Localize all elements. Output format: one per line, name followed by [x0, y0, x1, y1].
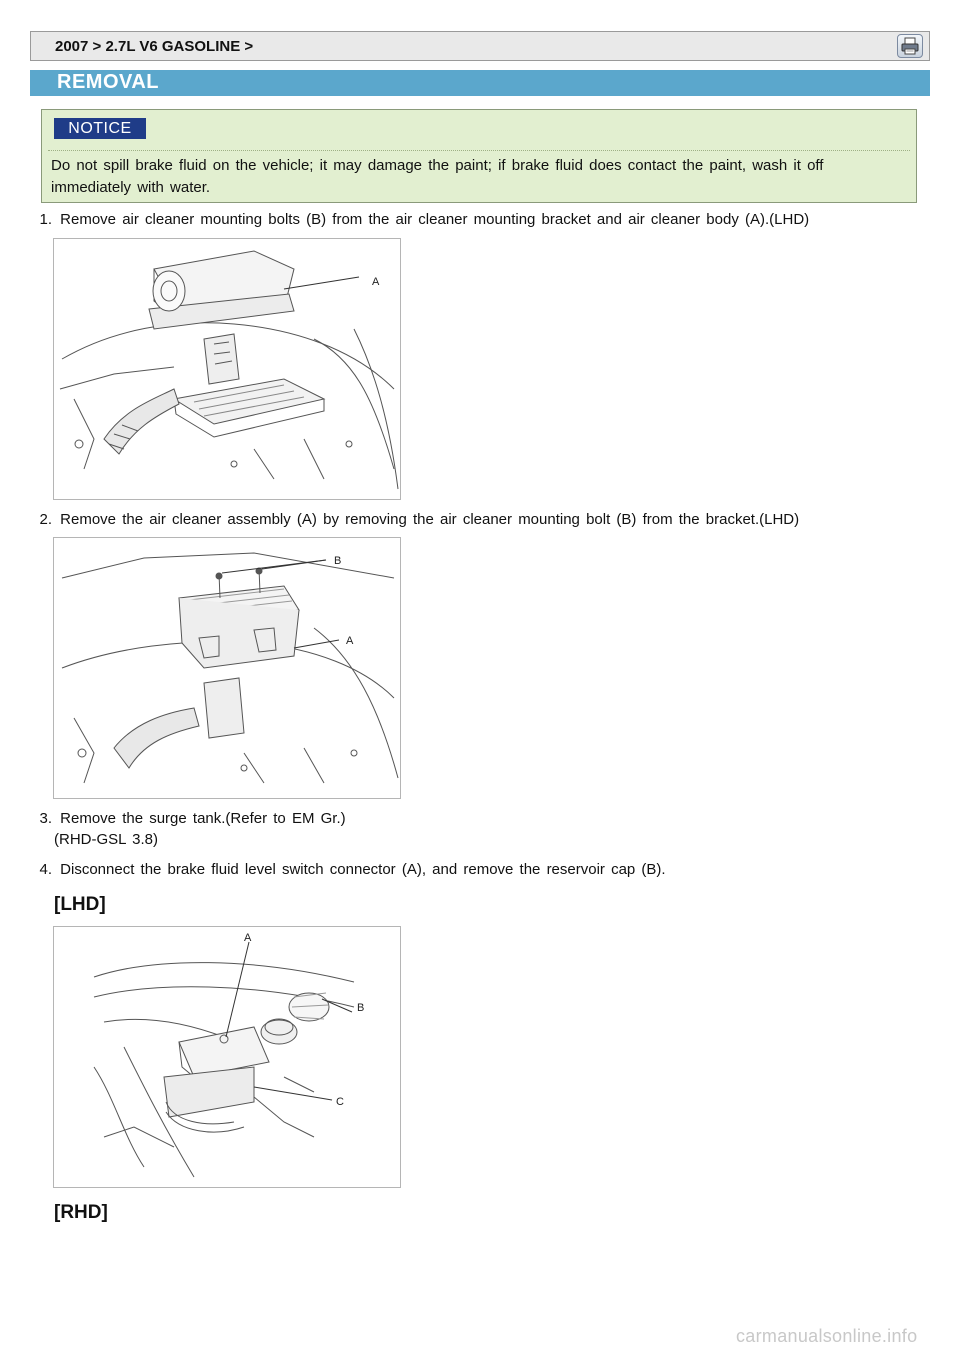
breadcrumb-text: 2007 > 2.7L V6 GASOLINE > — [55, 38, 254, 55]
step-2 — [22, 509, 799, 531]
printer-icon — [898, 35, 922, 57]
step-3 — [22, 808, 346, 830]
heading-rhd: [RHD] — [54, 1202, 108, 1223]
figure-brake-reservoir-lhd — [53, 926, 401, 1188]
section-title: REMOVAL — [57, 71, 160, 93]
watermark: carmanualsonline.info — [736, 1326, 918, 1346]
step-text: Disconnect the brake fluid level switch connector (A), and remove the reservoir cap (B). — [60, 861, 666, 878]
callout-label: A — [346, 635, 354, 647]
notice-box — [41, 109, 917, 203]
step-number: 4. — [39, 861, 52, 878]
callout-label: A — [372, 276, 380, 288]
step-1 — [22, 209, 809, 231]
heading-lhd: [LHD] — [54, 894, 106, 915]
figure-air-cleaner-assembly — [53, 537, 401, 799]
step-text: Remove the surge tank.(Refer to EM Gr.) — [60, 810, 346, 827]
figure-air-cleaner-bolts — [53, 238, 401, 500]
breadcrumb — [30, 31, 930, 61]
step-3-sub: (RHD-GSL 3.8) — [54, 831, 158, 848]
section-header — [30, 70, 930, 96]
step-number: 3. — [39, 810, 52, 827]
callout-label: A — [244, 932, 252, 944]
notice-divider — [48, 150, 910, 151]
step-text: Remove the air cleaner assembly (A) by removing the air cleaner mounting bolt (B) from the bracket.(LHD) — [60, 511, 800, 528]
step-4 — [22, 859, 666, 881]
callout-label: C — [336, 1096, 344, 1108]
step-number: 1. — [39, 211, 52, 228]
step-text: Remove air cleaner mounting bolts (B) from the air cleaner mounting bracket and air cleaner body (A).(LHD) — [60, 211, 810, 228]
callout-label: B — [334, 555, 342, 567]
notice-badge: NOTICE — [54, 118, 146, 139]
step-number: 2. — [39, 511, 52, 528]
print-button[interactable] — [897, 34, 923, 58]
notice-text: Do not spill brake fluid on the vehicle; it may damage the paint; if brake fluid does contact the paint, wash it off immediately with water. — [51, 157, 824, 196]
callout-label: B — [357, 1002, 365, 1014]
